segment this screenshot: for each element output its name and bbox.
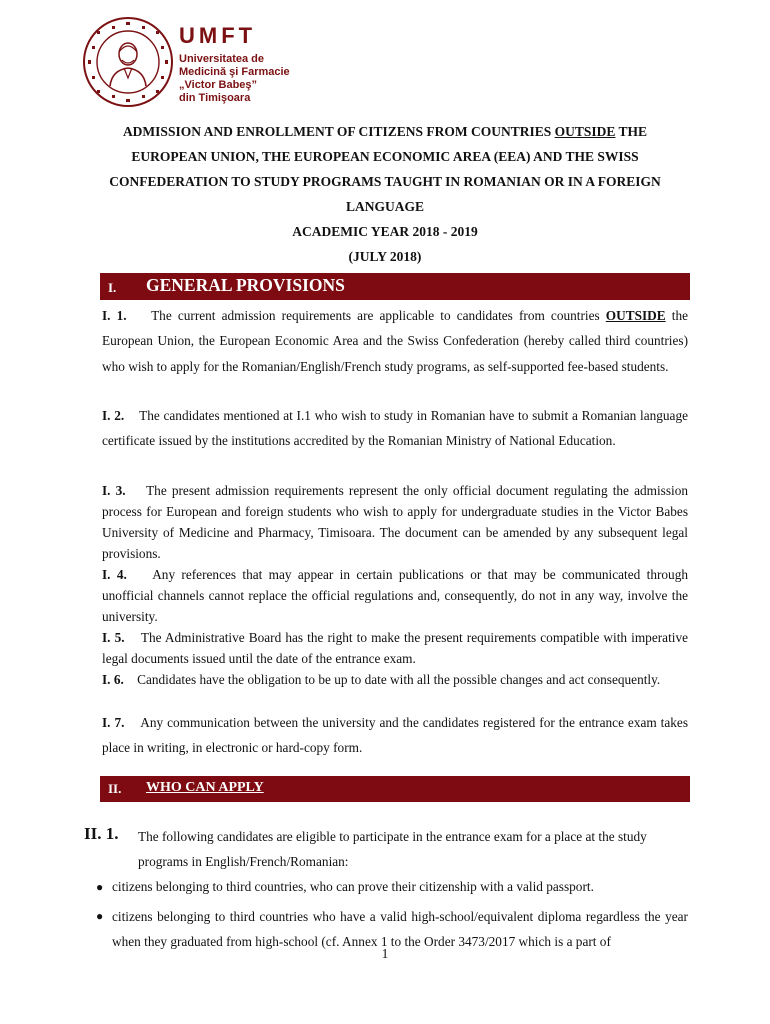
- list-item-text: citizens belonging to third countries, who can prove their citizenship with a valid passport.: [112, 879, 594, 894]
- section-number: II.: [108, 781, 122, 796]
- item-text: Candidates have the obligation to be up to date with all the possible changes and act consequently.: [137, 672, 661, 687]
- bullet-icon: ●: [96, 909, 104, 923]
- brand-line: „Victor Babeş”: [179, 79, 258, 91]
- bullet-icon: ●: [96, 880, 104, 894]
- brand-line: Medicină şi Farmacie: [179, 66, 290, 78]
- title-line-4: LANGUAGE: [345, 199, 424, 214]
- university-seal-logo: [82, 16, 174, 108]
- item-label: I. 7.: [102, 715, 125, 730]
- item-label: I. 2.: [102, 408, 125, 423]
- item-text: Any references that may appear in certain publications or that may be communicated through unofficial channels cannot replace the official regulations and, consequently, do not in any way, involve the university.: [102, 567, 689, 624]
- document-date: (JULY 2018): [348, 249, 422, 264]
- eligibility-intro: The following candidates are eligible to participate in the entrance exam for a place at the study programs in English/French/Romanian:: [138, 829, 647, 869]
- item-label: I. 6.: [102, 672, 124, 687]
- provision-item: [102, 480, 688, 564]
- title-line-1: [80, 119, 690, 144]
- item-text: The present admission requirements represent the only official document regulating the admission process for European and foreign students who wish to apply for undergraduate studies in the Victor Babes University of Medicine and Pharmacy, Timisoara. The document can be amended by any subsequent legal provisions.: [102, 483, 689, 561]
- title-text: ADMISSION AND ENROLLMENT OF CITIZENS FROM COUNTRIES: [122, 124, 555, 139]
- title-line-3: CONFEDERATION TO STUDY PROGRAMS TAUGHT IN ROMANIAN OR IN A FOREIGN: [109, 174, 661, 189]
- item-label: I. 4.: [102, 567, 127, 582]
- section-1-header: [100, 273, 690, 300]
- provision-item: [102, 564, 688, 627]
- university-brand: [179, 24, 290, 105]
- section-number: I.: [108, 280, 117, 295]
- item-label: II. 1.: [84, 824, 119, 843]
- list-item-text: citizens belonging to third countries who have a valid high-school/equivalent diploma regardless the year when they graduated from high-school (cf. Annex 1 to the Order 3473/2017 which is a part of: [112, 909, 688, 949]
- item-label: I. 5.: [102, 630, 125, 645]
- section-heading: GENERAL PROVISIONS: [146, 275, 345, 295]
- provision-item: [102, 710, 688, 761]
- provision-item: [102, 669, 688, 690]
- academic-year: ACADEMIC YEAR 2018 - 2019: [292, 224, 478, 239]
- item-label: I. 1.: [102, 308, 127, 323]
- item-emphasis: OUTSIDE: [605, 308, 666, 323]
- section-2-header: [100, 776, 690, 802]
- item-text: Any communication between the university and the candidates registered for the entrance exam takes place in writing, in electronic or hard-copy form.: [102, 715, 689, 756]
- provision-item: [102, 403, 688, 454]
- item-text: the European Union, the European Economic Area and the Swiss Confederation (hereby called third countries) who wish to apply for the Romanian/English/French study programs, as self-supported fee-based students.: [102, 308, 688, 374]
- title-text: THE: [615, 124, 648, 139]
- document-title: [80, 119, 690, 269]
- item-text: The Administrative Board has the right to make the present requirements compatible with imperative legal documents issued until the date of the entrance exam.: [102, 630, 689, 666]
- brand-line: din Timişoara: [179, 92, 251, 104]
- item-text: The current admission requirements are applicable to candidates from countries: [151, 308, 606, 323]
- item-label: I. 3.: [102, 483, 126, 498]
- title-emphasis: OUTSIDE: [554, 124, 616, 139]
- brand-line: Universitatea de: [179, 53, 264, 65]
- page-number: 1: [381, 946, 389, 961]
- provision-item: [102, 303, 688, 379]
- title-line-2: EUROPEAN UNION, THE EUROPEAN ECONOMIC AREA (EEA) AND THE SWISS: [131, 149, 639, 164]
- provision-item: [102, 627, 688, 669]
- brand-abbreviation: UMFT: [179, 23, 257, 48]
- item-text: The candidates mentioned at I.1 who wish to study in Romanian have to submit a Romanian language certificate issued by the institutions accredited by the Romanian Ministry of National Education.: [102, 408, 688, 449]
- section-heading: WHO CAN APPLY: [146, 780, 264, 795]
